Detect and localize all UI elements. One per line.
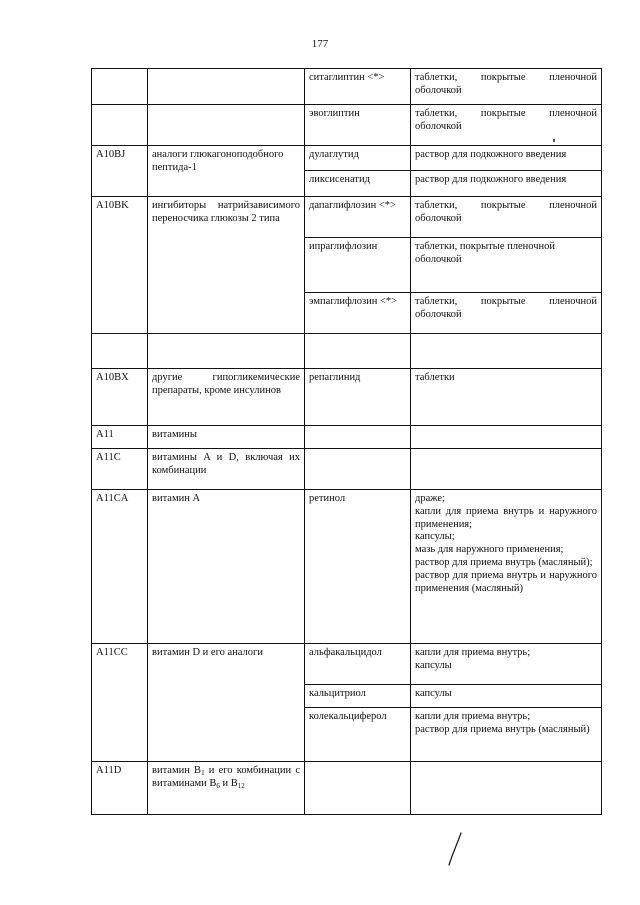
group-cell: [148, 334, 305, 369]
group-text: и B: [219, 777, 238, 789]
table-row: [92, 762, 602, 815]
page-number: 177: [311, 38, 329, 50]
substance-cell: кальцитриол: [305, 685, 411, 708]
table-row: [92, 426, 602, 449]
substance-cell: ситаглиптин <*>: [305, 69, 411, 105]
table-row: [92, 146, 602, 171]
group-subscript: 6: [216, 781, 220, 790]
substance-cell: эвоглиптин: [305, 105, 411, 146]
substance-cell: [305, 449, 411, 490]
group-cell: [148, 762, 305, 815]
form-cell: таблетки: [411, 369, 602, 426]
form-line: раствор для приема внутрь (масляный);: [415, 556, 593, 568]
form-cell: таблетки, покрытые пленочной оболочкой: [411, 293, 602, 334]
atc-code-cell: A11D: [92, 762, 148, 815]
form-cell: раствор для подкожного введения: [411, 146, 602, 171]
form-line: драже;: [415, 493, 445, 504]
atc-code-cell: A10BK: [92, 197, 148, 334]
group-cell: витамин A: [148, 490, 305, 644]
table-row: [92, 69, 602, 105]
table-row: [92, 334, 602, 369]
atc-code-cell: [92, 334, 148, 369]
group-cell: другие гипогликемические препараты, кроме инсулинов: [148, 369, 305, 426]
atc-code-cell: [92, 69, 148, 105]
form-cell: [411, 708, 602, 762]
handwritten-slash-mark: [447, 832, 463, 866]
form-line: мазь для наружного применения;: [415, 544, 564, 556]
form-line: капли для приема внутрь;: [415, 647, 531, 658]
form-line: капли для приема внутрь;: [415, 711, 531, 722]
table-row: [92, 369, 602, 426]
form-line: капсулы;: [415, 531, 455, 543]
form-line: раствор для приема внутрь и наружного применения (масляный): [415, 569, 597, 594]
group-cell: витамин D и его аналоги: [148, 644, 305, 762]
form-cell: [411, 685, 602, 708]
substance-cell: ретинол: [305, 490, 411, 644]
form-line: капли для приема внутрь и наружного применения;: [415, 505, 597, 530]
group-cell: ингибиторы натрийзависимого переносчика глюкозы 2 типа: [148, 197, 305, 334]
form-cell: таблетки, покрытые пленочной оболочкой: [411, 69, 602, 105]
form-cell: [411, 449, 602, 490]
form-line: раствор для приема внутрь (масляный): [415, 723, 590, 735]
table-row: [92, 644, 602, 685]
form-cell: таблетки, покрытые пленочной оболочкой: [411, 197, 602, 238]
form-cell: [411, 762, 602, 815]
form-line: капсулы: [415, 659, 452, 671]
atc-code-cell: A11: [92, 426, 148, 449]
substance-cell: ликсисенатид: [305, 171, 411, 197]
group-text: и его комбинации с витаминами B: [152, 765, 300, 789]
table-row: [92, 197, 602, 238]
table-row: [92, 490, 602, 644]
group-subscript: 1: [201, 769, 205, 777]
form-cell: раствор для подкожного введения: [411, 171, 602, 197]
form-line: капсулы: [415, 688, 452, 699]
table-row: [92, 449, 602, 490]
group-cell: аналоги глюкагоноподобного пептида-1: [148, 146, 305, 197]
atc-code-cell: A10BJ: [92, 146, 148, 197]
drug-table: [91, 68, 602, 815]
group-subscript: 12: [237, 781, 245, 790]
atc-code-cell: A11CC: [92, 644, 148, 762]
table-row: [92, 105, 602, 146]
substance-cell: колекальциферол: [305, 708, 411, 762]
group-cell: [148, 69, 305, 105]
group-cell: витамины A и D, включая их комбинации: [148, 449, 305, 490]
form-cell: таблетки, покрытые пленочной оболочкой: [411, 105, 602, 146]
atc-code-cell: A11CA: [92, 490, 148, 644]
substance-cell: дулаглутид: [305, 146, 411, 171]
substance-cell: альфакальцидол: [305, 644, 411, 685]
substance-cell: [305, 426, 411, 449]
substance-cell: эмпаглифлозин <*>: [305, 293, 411, 334]
form-cell: [411, 426, 602, 449]
substance-cell: репаглинид: [305, 369, 411, 426]
group-cell: витамины: [148, 426, 305, 449]
form-cell: [411, 334, 602, 369]
atc-code-cell: A10BX: [92, 369, 148, 426]
substance-cell: [305, 762, 411, 815]
atc-code-cell: [92, 105, 148, 146]
substance-cell: ипраглифлозин: [305, 238, 411, 293]
form-cell: таблетки, покрытые пленочной оболочкой: [411, 238, 602, 293]
form-cell: [411, 644, 602, 685]
group-text: витамин B: [152, 765, 202, 776]
substance-cell: дапаглифлозин <*>: [305, 197, 411, 238]
substance-cell: [305, 334, 411, 369]
atc-code-cell: A11C: [92, 449, 148, 490]
form-cell: [411, 490, 602, 644]
group-cell: [148, 105, 305, 146]
